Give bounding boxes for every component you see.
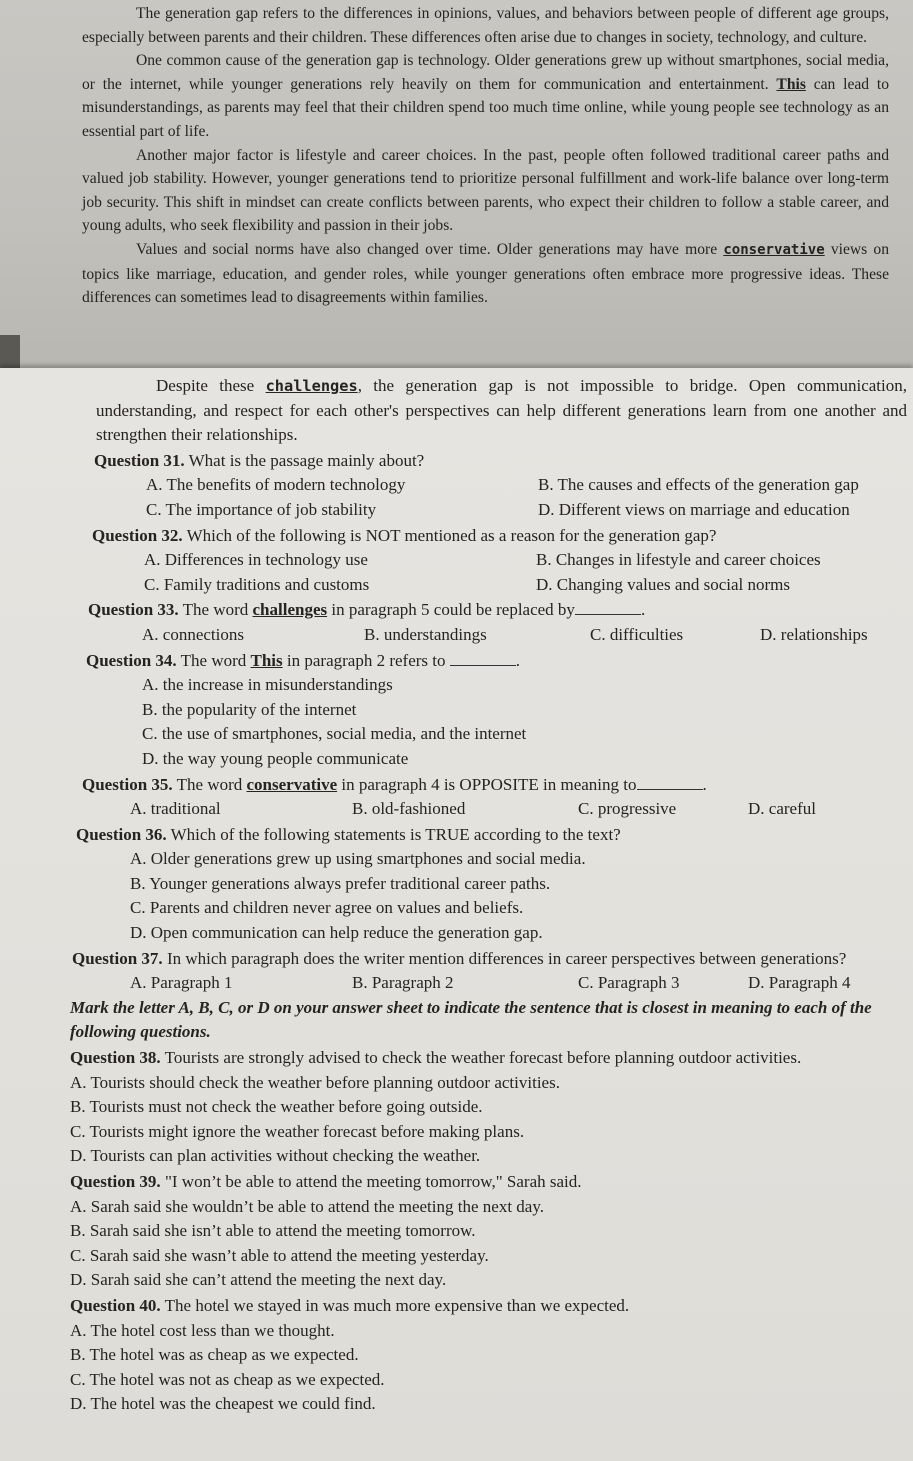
q38-option-d[interactable]: D. Tourists can plan activities without checking the weather. — [70, 1146, 481, 1166]
q39-option-d[interactable]: D. Sarah said she can’t attend the meeting the next day. — [70, 1270, 447, 1290]
q33-option-b[interactable]: B. understandings — [364, 624, 487, 644]
q34-option-c[interactable]: C. the use of smartphones, social media, and the internet — [142, 724, 527, 744]
question-33: Question 33. The word challenges in paragraph 5 could be replaced by . — [88, 600, 646, 620]
q36-option-a[interactable]: A. Older generations grew up using smartphones and social media. — [130, 849, 586, 869]
q35-option-c[interactable]: C. progressive — [578, 799, 677, 819]
question-36: Question 36. Which of the following statements is TRUE according to the text? — [76, 824, 621, 844]
q36-option-b[interactable]: B. Younger generations always prefer traditional career paths. — [130, 873, 551, 893]
answer-blank — [575, 600, 641, 615]
paragraph-1: The generation gap refers to the differences in opinions, values, and behaviors between people of different age groups, especially between parents and their children. These differences often arise due to changes in society, technology, and culture. — [82, 5, 889, 46]
q31-option-a[interactable]: A. The benefits of modern technology — [146, 475, 406, 495]
q33-option-d[interactable]: D. relationships — [760, 624, 868, 644]
paragraph-3: Another major factor is lifestyle and career choices. In the past, people often followed traditional career paths and valued job stability. However, younger generations tend to prioritize personal fulfillment and work-life balance over long-term job security. This shift in mindset can create conflicts between parents, who expect their children to follow a stable career, and young adults, who seek flexibility and passion in their jobs. — [82, 146, 889, 235]
question-31: Question 31. What is the passage mainly about? — [94, 450, 425, 470]
question-31-options — [70, 473, 907, 522]
q33-option-a[interactable]: A. connections — [142, 624, 244, 644]
q39-option-b[interactable]: B. Sarah said she isn’t able to attend the meeting tomorrow. — [70, 1221, 476, 1241]
q40-option-c[interactable]: C. The hotel was not as cheap as we expected. — [70, 1369, 385, 1389]
question-35: Question 35. The word conservative in paragraph 4 is OPPOSITE in meaning to . — [82, 774, 707, 794]
q37-option-a[interactable]: A. Paragraph 1 — [130, 973, 233, 993]
q40-option-b[interactable]: B. The hotel was as cheap as we expected. — [70, 1345, 359, 1365]
passage-top-sheet — [0, 0, 913, 368]
q38-option-a[interactable]: A. Tourists should check the weather before planning outdoor activities. — [70, 1072, 560, 1092]
q37-option-c[interactable]: C. Paragraph 3 — [578, 973, 680, 993]
underlined-word-conservative: conservative — [723, 241, 825, 258]
question-34-options — [70, 673, 907, 771]
q36-option-d[interactable]: D. Open communication can help reduce the generation gap. — [130, 923, 543, 943]
q33-option-c[interactable]: C. difficulties — [590, 624, 684, 644]
q32-option-c[interactable]: C. Family traditions and customs — [144, 574, 370, 594]
question-35-options — [70, 797, 907, 822]
question-37-options — [70, 971, 907, 996]
q35-option-a[interactable]: A. traditional — [130, 799, 221, 819]
question-40: Question 40. The hotel we stayed in was much more expensive than we expected. A. The hotel cost less than we thought. B. The hotel was as cheap as we expected. C. The hotel was not as cheap as we expected. D. The hotel was the cheapest we could find. — [70, 1294, 907, 1417]
question-33-options — [70, 623, 907, 648]
q35-option-b[interactable]: B. old-fashioned — [352, 799, 466, 819]
question-38: Question 38. Tourists are strongly advised to check the weather forecast before planning outdoor activities. A. Tourists should check the weather before planning outdoor activities. B. Tourists must not check the weather before going outside. C. Tourists might ignore the weather forecast before making plans. D. Tourists can plan activities without checking the weather. — [70, 1046, 907, 1169]
q31-option-b[interactable]: B. The causes and effects of the generation gap — [538, 475, 859, 495]
q39-option-c[interactable]: C. Sarah said she wasn’t able to attend the meeting yesterday. — [70, 1245, 489, 1265]
q35-option-d[interactable]: D. careful — [748, 799, 816, 819]
q34-option-b[interactable]: B. the popularity of the internet — [142, 699, 357, 719]
q37-option-d[interactable]: D. Paragraph 4 — [748, 973, 851, 993]
answer-blank — [450, 651, 516, 666]
q32-option-b[interactable]: B. Changes in lifestyle and career choices — [536, 550, 821, 570]
q34-option-d[interactable]: D. the way young people communicate — [142, 748, 409, 768]
question-36-options — [70, 847, 907, 945]
question-32: Question 32. Which of the following is NOT mentioned as a reason for the generation gap? — [92, 525, 717, 545]
q36-option-c[interactable]: C. Parents and children never agree on values and beliefs. — [130, 898, 524, 918]
paragraph-2: One common cause of the generation gap is technology. Older generations grew up without smartphones, social media, or the internet, while younger generations rely heavily on them for communication and entertainment. This can lead to misunderstandings, as parents may feel that their children spend too much time online, while young people see technology as an essential part of life. — [82, 52, 890, 140]
q32-option-d[interactable]: D. Changing values and social norms — [536, 574, 791, 594]
question-32-options — [70, 548, 907, 597]
underlined-word-this: This — [776, 75, 806, 93]
paragraph-5: Despite these challenges, the generation gap is not impossible to bridge. Open communication, understanding, and respect for each other's perspectives can help different generations learn from one another and strengthen their relationships. — [96, 376, 907, 445]
q31-option-d[interactable]: D. Different views on marriage and education — [538, 499, 850, 519]
q32-option-a[interactable]: A. Differences in technology use — [144, 550, 368, 570]
underlined-word-challenges: challenges — [265, 377, 358, 395]
q37-option-b[interactable]: B. Paragraph 2 — [352, 973, 454, 993]
question-39: Question 39. "I won’t be able to attend the meeting tomorrow," Sarah said. A. Sarah said she wouldn’t be able to attend the meeting the next day. B. Sarah said she isn’t able to attend the meeting tomorrow. C. Sarah said she wasn’t able to attend the meeting yesterday. D. Sarah said she can’t attend the meeting the next day. — [70, 1170, 907, 1293]
answer-blank — [637, 775, 703, 790]
q38-option-c[interactable]: C. Tourists might ignore the weather forecast before making plans. — [70, 1121, 525, 1141]
q38-option-b[interactable]: B. Tourists must not check the weather before going outside. — [70, 1097, 483, 1117]
q34-option-a[interactable]: A. the increase in misunderstandings — [142, 675, 393, 695]
q40-option-a[interactable]: A. The hotel cost less than we thought. — [70, 1320, 335, 1340]
questions-sheet — [0, 368, 913, 1461]
question-37: Question 37. In which paragraph does the writer mention differences in career perspectives between generations? — [72, 948, 847, 968]
q40-option-d[interactable]: D. The hotel was the cheapest we could find. — [70, 1394, 376, 1414]
question-34: Question 34. The word This in paragraph 2 refers to . — [86, 650, 521, 670]
paragraph-4: Values and social norms have also changed over time. Older generations may have more conservative views on topics like marriage, education, and gender roles, while younger generations often embrace more progressive ideas. These differences can sometimes lead to disagreements within families. — [82, 240, 889, 307]
q31-option-c[interactable]: C. The importance of job stability — [146, 499, 377, 519]
section-instruction: Mark the letter A, B, C, or D on your answer sheet to indicate the sentence that is closest in meaning to each of the following questions. — [70, 997, 872, 1042]
q39-option-a[interactable]: A. Sarah said she wouldn’t be able to attend the meeting the next day. — [70, 1196, 544, 1216]
